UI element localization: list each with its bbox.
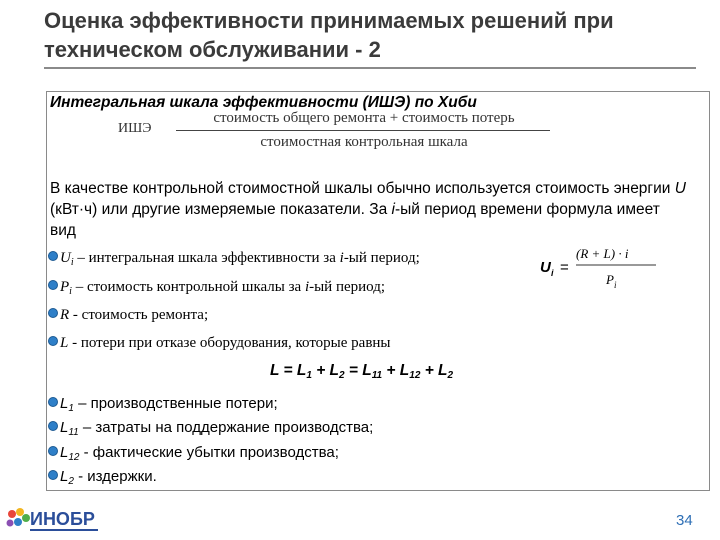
bullet-icon	[48, 280, 58, 290]
eq-sub: 11	[371, 370, 383, 381]
formula-lhs: ИШЭ	[118, 121, 152, 136]
paragraph-part-1: В качестве контрольной стоимостной шкалы обычно используется стоимость энергии	[50, 180, 675, 197]
page-title	[44, 6, 684, 64]
bullet-icon	[48, 421, 58, 431]
list-item	[48, 395, 278, 414]
loss-symbol: L	[60, 468, 69, 485]
eq-part: + L	[311, 362, 340, 379]
def-symbol: U	[60, 250, 71, 266]
loss-symbol: L	[60, 444, 69, 461]
loss-symbol: L	[60, 419, 69, 436]
formula2-equals: =	[560, 259, 569, 276]
list-item	[48, 468, 157, 487]
bullet-icon	[48, 446, 58, 456]
loss-subscript: 12	[68, 452, 80, 463]
def-text: - потери при отказе оборудования, которые равны	[68, 335, 391, 351]
page-number: 34	[676, 512, 693, 529]
formula2-denominator: P	[606, 272, 614, 287]
bullet-icon	[48, 397, 58, 407]
eq-part: = L	[344, 362, 372, 379]
eq-sub: 1	[306, 370, 312, 381]
title-line-1: Оценка эффективности принимаемых решений при	[44, 8, 614, 33]
def-italic: i	[339, 250, 344, 266]
logo-text: ИНОБР	[30, 509, 95, 529]
paragraph-part-3: -ый период времени формула имеет вид	[50, 201, 660, 239]
bullet-icon	[48, 251, 58, 261]
section-heading: Интегральная шкала эффективности (ИШЭ) по Хиби	[50, 94, 477, 111]
list-item	[48, 335, 391, 352]
bullet-icon	[48, 336, 58, 346]
formula-denominator: стоимостная контрольная шкала	[260, 134, 468, 150]
formula2-den-sub: i	[614, 280, 617, 290]
eq-part: + L	[420, 362, 448, 379]
eq-sub: 2	[339, 370, 345, 381]
symbol-i: i	[391, 201, 395, 218]
title-line-2: техническом обслуживании - 2	[44, 37, 381, 62]
loss-subscript: 1	[68, 403, 74, 414]
loss-text: - фактические убытки производства;	[79, 444, 339, 461]
list-item	[48, 444, 339, 463]
title-underline	[44, 67, 696, 69]
def-italic: i	[304, 279, 310, 295]
bullet-icon	[48, 470, 58, 480]
def-text: – стоимость контрольной шкалы за	[71, 279, 305, 295]
eq-sub: 2	[447, 370, 454, 381]
list-item	[48, 307, 208, 324]
def-symbol: R	[60, 307, 70, 323]
def-text: – интегральная шкала эффективности за	[73, 250, 340, 266]
loss-equation	[270, 362, 453, 381]
symbol-u: U	[674, 180, 686, 197]
loss-text: – производственные потери;	[73, 395, 278, 412]
bullet-icon	[48, 308, 58, 318]
list-item	[48, 279, 385, 297]
formula2-lhs: U	[540, 259, 551, 276]
loss-subscript: 11	[68, 427, 79, 438]
eq-sub: 12	[409, 370, 421, 381]
loss-text: – затраты на поддержание производства;	[78, 419, 374, 436]
def-symbol: L	[60, 335, 69, 351]
eq-part: L = L	[270, 362, 307, 379]
def-symbol: P	[60, 279, 70, 295]
formula2-lhs-sub: i	[551, 268, 554, 278]
def-subscript: i	[70, 257, 74, 268]
fraction-bar	[176, 130, 550, 131]
formula2-numerator: (R + L) · i	[576, 246, 629, 261]
loss-text: - издержки.	[73, 468, 157, 485]
list-item	[48, 419, 373, 438]
def-tail: -ый период;	[343, 250, 420, 266]
body-paragraph	[50, 178, 690, 241]
def-tail: -ый период;	[309, 279, 386, 295]
def-subscript: i	[69, 286, 72, 297]
list-item	[48, 250, 420, 268]
formula-numerator: стоимость общего ремонта + стоимость потерь	[213, 110, 515, 126]
def-text: - стоимость ремонта;	[69, 307, 209, 323]
eq-part: + L	[382, 362, 410, 379]
loss-symbol: L	[60, 395, 69, 412]
loss-subscript: 2	[68, 476, 74, 487]
ui-formula	[520, 236, 660, 292]
paragraph-part-2: (кВт·ч) или другие измеряемые показатели. За	[50, 201, 392, 218]
